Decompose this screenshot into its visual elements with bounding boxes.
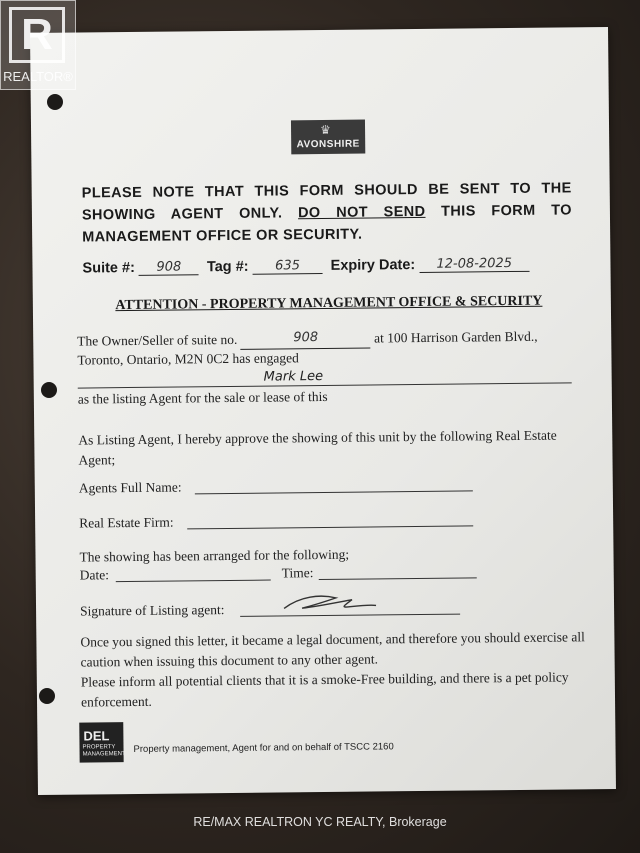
legal-notice: Once you signed this letter, it became a legal document, and therefore you should exercise all caution when issuing this document to any other agent. bbox=[80, 629, 585, 670]
tag-label: Tag #: bbox=[206, 258, 249, 276]
agents-full-name-label: Agents Full Name: bbox=[78, 479, 182, 496]
suite-value: 908 bbox=[139, 259, 199, 276]
owner-suite-value: 908 bbox=[241, 327, 371, 349]
notice-do-not-send: DO NOT SEND bbox=[297, 203, 426, 222]
punch-hole-bottom bbox=[39, 688, 55, 704]
owner-suffix: at 100 Harrison Garden Blvd., bbox=[374, 328, 538, 346]
punch-hole-middle bbox=[41, 382, 57, 398]
time-label: Time: bbox=[281, 565, 314, 581]
suite-tag-expiry-line bbox=[82, 255, 582, 276]
listing-agent-name: Mark Lee bbox=[263, 368, 324, 385]
punch-hole-top bbox=[47, 94, 63, 110]
date-field[interactable] bbox=[116, 580, 271, 583]
form-paper bbox=[30, 27, 616, 795]
notice-part2: THIS FORM TO MANAGEMENT OFFICE OR SECURITY. bbox=[82, 202, 572, 246]
owner-prefix: The Owner/Seller of suite no. bbox=[77, 331, 238, 349]
smoke-notice: Please inform all potential clients that it is a smoke-Free building, and there is a pet policy enforcement. bbox=[80, 669, 569, 710]
realtor-r-mark: R bbox=[9, 7, 65, 63]
real-estate-firm-label: Real Estate Firm: bbox=[79, 514, 174, 531]
time-field[interactable] bbox=[319, 577, 477, 580]
signature-field[interactable] bbox=[240, 614, 460, 617]
del-logo-subtext: PROPERTY MANAGEMENT bbox=[82, 744, 126, 758]
avonshire-logo bbox=[291, 120, 365, 155]
showing-arranged-text: The showing has been arranged for the following; bbox=[79, 546, 350, 565]
approval-text: As Listing Agent, I hereby approve the showing of this unit by the following Real Estate Agent; bbox=[78, 427, 557, 468]
owner-line-2: Toronto, Ontario, M2N 0C2 has engaged bbox=[77, 350, 299, 368]
tag-value: 635 bbox=[252, 258, 322, 275]
notice-part1: PLEASE NOTE THAT THIS FORM SHOULD BE SENT TO THE SHOWING AGENT ONLY. bbox=[81, 180, 572, 224]
expiry-label: Expiry Date: bbox=[330, 257, 416, 274]
real-estate-firm-field[interactable] bbox=[187, 525, 473, 529]
brokerage-watermark: RE/MAX REALTRON YC REALTY, Brokerage bbox=[193, 815, 447, 829]
suite-label: Suite #: bbox=[82, 259, 135, 277]
signature-label: Signature of Listing agent: bbox=[80, 602, 225, 619]
del-property-logo bbox=[79, 722, 126, 762]
agents-full-name-field[interactable] bbox=[195, 490, 473, 494]
date-label: Date: bbox=[79, 567, 110, 583]
owner-line-3: as the listing Agent for the sale or lease of this bbox=[77, 388, 328, 407]
attention-heading: ATTENTION - PROPERTY MANAGEMENT OFFICE & SECURITY bbox=[115, 293, 543, 314]
realtor-logo bbox=[0, 0, 76, 90]
signature-scribble bbox=[280, 591, 380, 614]
form-notice bbox=[82, 177, 573, 248]
avonshire-logo-text: AVONSHIRE bbox=[296, 138, 360, 151]
realtor-logo-text: REALTOR® bbox=[3, 69, 73, 84]
owner-line-1 bbox=[77, 325, 597, 351]
del-logo-text: DEL bbox=[83, 728, 110, 744]
lion-crest-icon: ♛ bbox=[319, 122, 331, 138]
expiry-value: 12-08-2025 bbox=[419, 256, 529, 273]
footer-text: Property management, Agent for and on behalf of TSCC 2160 bbox=[133, 741, 394, 756]
